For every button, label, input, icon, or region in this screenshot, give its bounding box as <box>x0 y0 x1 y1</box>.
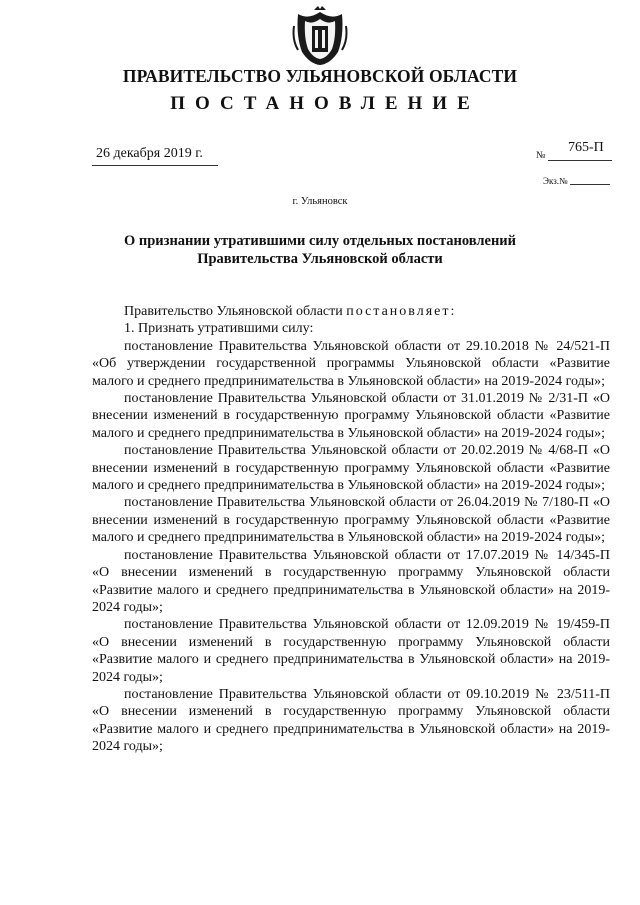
list-item: постановление Правительства Ульяновской области от 17.07.2019 № 14/345-П «О внесении изменений в государственную программу Ульяновской области «Развитие малого и среднего предпринимательства в Ульяновской области» на 2019-2024 годы»; <box>92 547 610 615</box>
coat-of-arms-icon <box>292 6 348 66</box>
heading-line-1: О признании утратившими силу отдельных постановлений <box>123 233 517 249</box>
list-item: постановление Правительства Ульяновской области от 09.10.2019 № 23/511-П «О внесении изменений в государственную программу Ульяновской области «Развитие малого и среднего предпринимательства в Ульяновской области» на 2019-2024 годы»; <box>92 686 610 755</box>
city: г. Ульяновск <box>292 196 348 207</box>
list-item: постановление Правительства Ульяновской области от 26.04.2019 № 7/180-П «О внесении изменений в государственную программу Ульяновской области «Развитие малого и среднего предпринимательства в Ульяновской области» на 2019-2024 годы»; <box>92 495 610 546</box>
list-item: постановление Правительства Ульяновской области от 12.09.2019 № 19/459-П «О внесении изменений в государственную программу Ульяновской области «Развитие малого и среднего предпринимательства в Ульяновской области» на 2019-2024 годы»; <box>92 617 610 685</box>
intro-paragraph <box>92 303 610 320</box>
number-underline <box>548 160 612 161</box>
item-1: 1. Признать утратившими силу: <box>124 321 314 337</box>
document-number: 765-П <box>568 140 604 155</box>
intro-colon: : <box>450 304 455 319</box>
government-name: ПРАВИТЕЛЬСТВО УЛЬЯНОВСКОЙ ОБЛАСТИ <box>122 66 518 86</box>
document-heading <box>0 232 640 268</box>
heading-line-2: Правительства Ульяновской области <box>197 251 443 267</box>
list-item: постановление Правительства Ульяновской области от 29.10.2018 № 24/521-П «Об утверждении государственной программы Ульяновской области «Развитие малого и среднего предпринимательства в Ульяновской области» на 2019-2024 годы»; <box>92 338 610 389</box>
number-label: № <box>536 150 546 161</box>
document-date: 26 декабря 2019 г. <box>96 146 203 161</box>
intro-verb: постановляет <box>346 304 451 319</box>
document-body <box>92 303 610 756</box>
document-type: ПОСТАНОВЛЕНИЕ <box>170 93 480 114</box>
copy-underline <box>570 184 610 185</box>
intro-text: Правительство Ульяновской области <box>124 304 347 319</box>
list-item: постановление Правительства Ульяновской области от 31.01.2019 № 2/31-П «О внесении изменений в государственную программу Ульяновской области «Развитие малого и среднего предпринимательства в Ульяновской области» на 2019-2024 годы»; <box>92 391 610 441</box>
date-underline <box>92 165 218 166</box>
list-item: постановление Правительства Ульяновской области от 20.02.2019 № 4/68-П «О внесении изменений в государственную программу Ульяновской области «Развитие малого и среднего предпринимательства в Ульяновской области» на 2019-2024 годы»; <box>92 443 610 494</box>
copy-label: Экз.№ <box>543 176 568 186</box>
